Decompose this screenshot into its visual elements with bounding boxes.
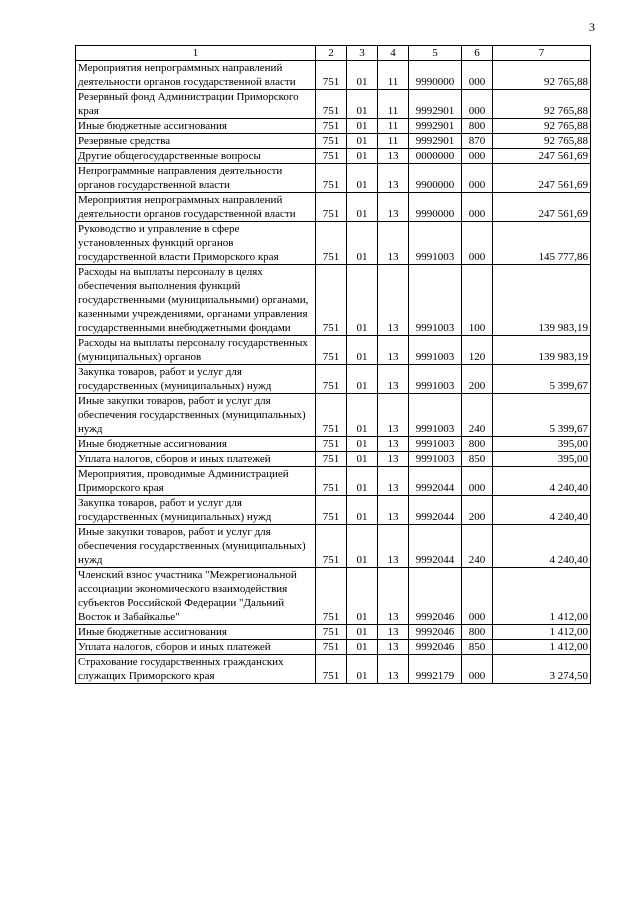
amount: 92 765,88: [493, 61, 591, 90]
expense-type-code: 200: [462, 496, 493, 525]
table-row: [76, 655, 591, 684]
table-row: [76, 90, 591, 119]
item-name: Расходы на выплаты персоналу в целях обеспечения выполнения функций государственными (муниципальными) органами, казенными учреждениями, органами управления государственными внебюджетными фондами: [76, 265, 316, 336]
expense-type-code: 800: [462, 625, 493, 640]
subsection-code: 13: [378, 655, 409, 684]
section-code: 01: [347, 655, 378, 684]
header-cell: 6: [462, 46, 493, 61]
table-row: [76, 625, 591, 640]
item-name: Мероприятия непрограммных направлений деятельности органов государственной власти: [76, 193, 316, 222]
ministry-code: 751: [316, 119, 347, 134]
subsection-code: 13: [378, 222, 409, 265]
amount: 92 765,88: [493, 119, 591, 134]
section-code: 01: [347, 164, 378, 193]
page-number: 3: [589, 20, 595, 34]
section-code: 01: [347, 568, 378, 625]
target-article-code: 9992901: [409, 90, 462, 119]
target-article-code: 9992044: [409, 467, 462, 496]
table-row: [76, 496, 591, 525]
item-name: Иные бюджетные ассигнования: [76, 437, 316, 452]
table-body: [76, 61, 591, 684]
item-name: Иные бюджетные ассигнования: [76, 625, 316, 640]
target-article-code: 9991003: [409, 437, 462, 452]
amount: 395,00: [493, 452, 591, 467]
item-name: Иные бюджетные ассигнования: [76, 119, 316, 134]
subsection-code: 13: [378, 496, 409, 525]
section-code: 01: [347, 394, 378, 437]
item-name: Уплата налогов, сборов и иных платежей: [76, 452, 316, 467]
item-name: Иные закупки товаров, работ и услуг для обеспечения государственных (муниципальных) нужд: [76, 525, 316, 568]
header-cell: 5: [409, 46, 462, 61]
section-code: 01: [347, 222, 378, 265]
section-code: 01: [347, 640, 378, 655]
section-code: 01: [347, 467, 378, 496]
subsection-code: 13: [378, 437, 409, 452]
expense-type-code: 120: [462, 336, 493, 365]
target-article-code: 9992901: [409, 119, 462, 134]
table-row: [76, 119, 591, 134]
expense-type-code: 000: [462, 164, 493, 193]
header-cell: 4: [378, 46, 409, 61]
ministry-code: 751: [316, 134, 347, 149]
table-row: [76, 222, 591, 265]
ministry-code: 751: [316, 625, 347, 640]
section-code: 01: [347, 437, 378, 452]
section-code: 01: [347, 90, 378, 119]
header-cell: 7: [493, 46, 591, 61]
item-name: Закупка товаров, работ и услуг для государственных (муниципальных) нужд: [76, 496, 316, 525]
target-article-code: 9991003: [409, 394, 462, 437]
table-row: [76, 568, 591, 625]
item-name: Резервные средства: [76, 134, 316, 149]
subsection-code: 13: [378, 568, 409, 625]
item-name: Уплата налогов, сборов и иных платежей: [76, 640, 316, 655]
expense-type-code: 850: [462, 452, 493, 467]
ministry-code: 751: [316, 525, 347, 568]
item-name: Резервный фонд Администрации Приморского края: [76, 90, 316, 119]
target-article-code: 9992046: [409, 640, 462, 655]
subsection-code: 13: [378, 452, 409, 467]
subsection-code: 13: [378, 467, 409, 496]
expense-type-code: 240: [462, 525, 493, 568]
expense-type-code: 240: [462, 394, 493, 437]
section-code: 01: [347, 496, 378, 525]
amount: 4 240,40: [493, 467, 591, 496]
subsection-code: 11: [378, 134, 409, 149]
ministry-code: 751: [316, 193, 347, 222]
amount: 247 561,69: [493, 164, 591, 193]
table-row: [76, 149, 591, 164]
section-code: 01: [347, 265, 378, 336]
target-article-code: 9992179: [409, 655, 462, 684]
amount: 92 765,88: [493, 134, 591, 149]
expense-type-code: 100: [462, 265, 493, 336]
table-row: [76, 61, 591, 90]
item-name: Страхование государственных гражданских служащих Приморского края: [76, 655, 316, 684]
subsection-code: 13: [378, 336, 409, 365]
item-name: Мероприятия, проводимые Администрацией Приморского края: [76, 467, 316, 496]
amount: 4 240,40: [493, 496, 591, 525]
section-code: 01: [347, 61, 378, 90]
ministry-code: 751: [316, 265, 347, 336]
target-article-code: 0000000: [409, 149, 462, 164]
target-article-code: 9992046: [409, 568, 462, 625]
expense-type-code: 800: [462, 437, 493, 452]
amount: 139 983,19: [493, 265, 591, 336]
section-code: 01: [347, 452, 378, 467]
table-row: [76, 467, 591, 496]
item-name: Закупка товаров, работ и услуг для государственных (муниципальных) нужд: [76, 365, 316, 394]
ministry-code: 751: [316, 164, 347, 193]
subsection-code: 11: [378, 61, 409, 90]
table-row: [76, 193, 591, 222]
item-name: Мероприятия непрограммных направлений деятельности органов государственной власти: [76, 61, 316, 90]
subsection-code: 11: [378, 90, 409, 119]
section-code: 01: [347, 336, 378, 365]
section-code: 01: [347, 365, 378, 394]
header-cell: 1: [76, 46, 316, 61]
amount: 5 399,67: [493, 394, 591, 437]
table-row: [76, 525, 591, 568]
subsection-code: 13: [378, 149, 409, 164]
subsection-code: 13: [378, 394, 409, 437]
target-article-code: 9992046: [409, 625, 462, 640]
header-row: [76, 46, 591, 61]
ministry-code: 751: [316, 394, 347, 437]
section-code: 01: [347, 134, 378, 149]
target-article-code: 9992044: [409, 525, 462, 568]
expense-type-code: 850: [462, 640, 493, 655]
table-row: [76, 265, 591, 336]
expense-type-code: 870: [462, 134, 493, 149]
amount: 1 412,00: [493, 640, 591, 655]
ministry-code: 751: [316, 452, 347, 467]
ministry-code: 751: [316, 61, 347, 90]
expense-type-code: 000: [462, 222, 493, 265]
table-row: [76, 365, 591, 394]
target-article-code: 9992044: [409, 496, 462, 525]
amount: 1 412,00: [493, 568, 591, 625]
subsection-code: 11: [378, 119, 409, 134]
target-article-code: 9900000: [409, 164, 462, 193]
expense-type-code: 200: [462, 365, 493, 394]
item-name: Расходы на выплаты персоналу государственных (муниципальных) органов: [76, 336, 316, 365]
section-code: 01: [347, 625, 378, 640]
amount: 247 561,69: [493, 193, 591, 222]
item-name: Членский взнос участника "Межрегиональной ассоциации экономического взаимодействия субъектов Российской Федерации "Дальний Восток и Забайкалье": [76, 568, 316, 625]
amount: 395,00: [493, 437, 591, 452]
amount: 145 777,86: [493, 222, 591, 265]
item-name: Иные закупки товаров, работ и услуг для обеспечения государственных (муниципальных) нужд: [76, 394, 316, 437]
amount: 3 274,50: [493, 655, 591, 684]
target-article-code: 9990000: [409, 61, 462, 90]
ministry-code: 751: [316, 568, 347, 625]
item-name: Другие общегосударственные вопросы: [76, 149, 316, 164]
section-code: 01: [347, 119, 378, 134]
section-code: 01: [347, 193, 378, 222]
expense-type-code: 000: [462, 149, 493, 164]
section-code: 01: [347, 149, 378, 164]
ministry-code: 751: [316, 365, 347, 394]
ministry-code: 751: [316, 336, 347, 365]
amount: 4 240,40: [493, 525, 591, 568]
budget-table: [75, 45, 591, 684]
subsection-code: 13: [378, 640, 409, 655]
header-cell: 3: [347, 46, 378, 61]
ministry-code: 751: [316, 149, 347, 164]
amount: 5 399,67: [493, 365, 591, 394]
subsection-code: 13: [378, 625, 409, 640]
subsection-code: 13: [378, 193, 409, 222]
table-row: [76, 452, 591, 467]
expense-type-code: 000: [462, 655, 493, 684]
table-row: [76, 134, 591, 149]
ministry-code: 751: [316, 640, 347, 655]
ministry-code: 751: [316, 655, 347, 684]
expense-type-code: 000: [462, 568, 493, 625]
expense-type-code: 000: [462, 61, 493, 90]
target-article-code: 9991003: [409, 265, 462, 336]
table-row: [76, 437, 591, 452]
target-article-code: 9991003: [409, 222, 462, 265]
expense-type-code: 000: [462, 193, 493, 222]
target-article-code: 9991003: [409, 336, 462, 365]
amount: 1 412,00: [493, 625, 591, 640]
ministry-code: 751: [316, 437, 347, 452]
target-article-code: 9991003: [409, 365, 462, 394]
amount: 247 561,69: [493, 149, 591, 164]
subsection-code: 13: [378, 164, 409, 193]
ministry-code: 751: [316, 90, 347, 119]
target-article-code: 9992901: [409, 134, 462, 149]
expense-type-code: 000: [462, 90, 493, 119]
subsection-code: 13: [378, 525, 409, 568]
table-row: [76, 164, 591, 193]
table-row: [76, 640, 591, 655]
ministry-code: 751: [316, 222, 347, 265]
header-cell: 2: [316, 46, 347, 61]
section-code: 01: [347, 525, 378, 568]
amount: 139 983,19: [493, 336, 591, 365]
ministry-code: 751: [316, 496, 347, 525]
table-row: [76, 394, 591, 437]
ministry-code: 751: [316, 467, 347, 496]
table-row: [76, 336, 591, 365]
target-article-code: 9990000: [409, 193, 462, 222]
item-name: Непрограммные направления деятельности органов государственной власти: [76, 164, 316, 193]
target-article-code: 9991003: [409, 452, 462, 467]
expense-type-code: 000: [462, 467, 493, 496]
amount: 92 765,88: [493, 90, 591, 119]
item-name: Руководство и управление в сфере установленных функций органов государственной власти Приморского края: [76, 222, 316, 265]
expense-type-code: 800: [462, 119, 493, 134]
subsection-code: 13: [378, 365, 409, 394]
subsection-code: 13: [378, 265, 409, 336]
